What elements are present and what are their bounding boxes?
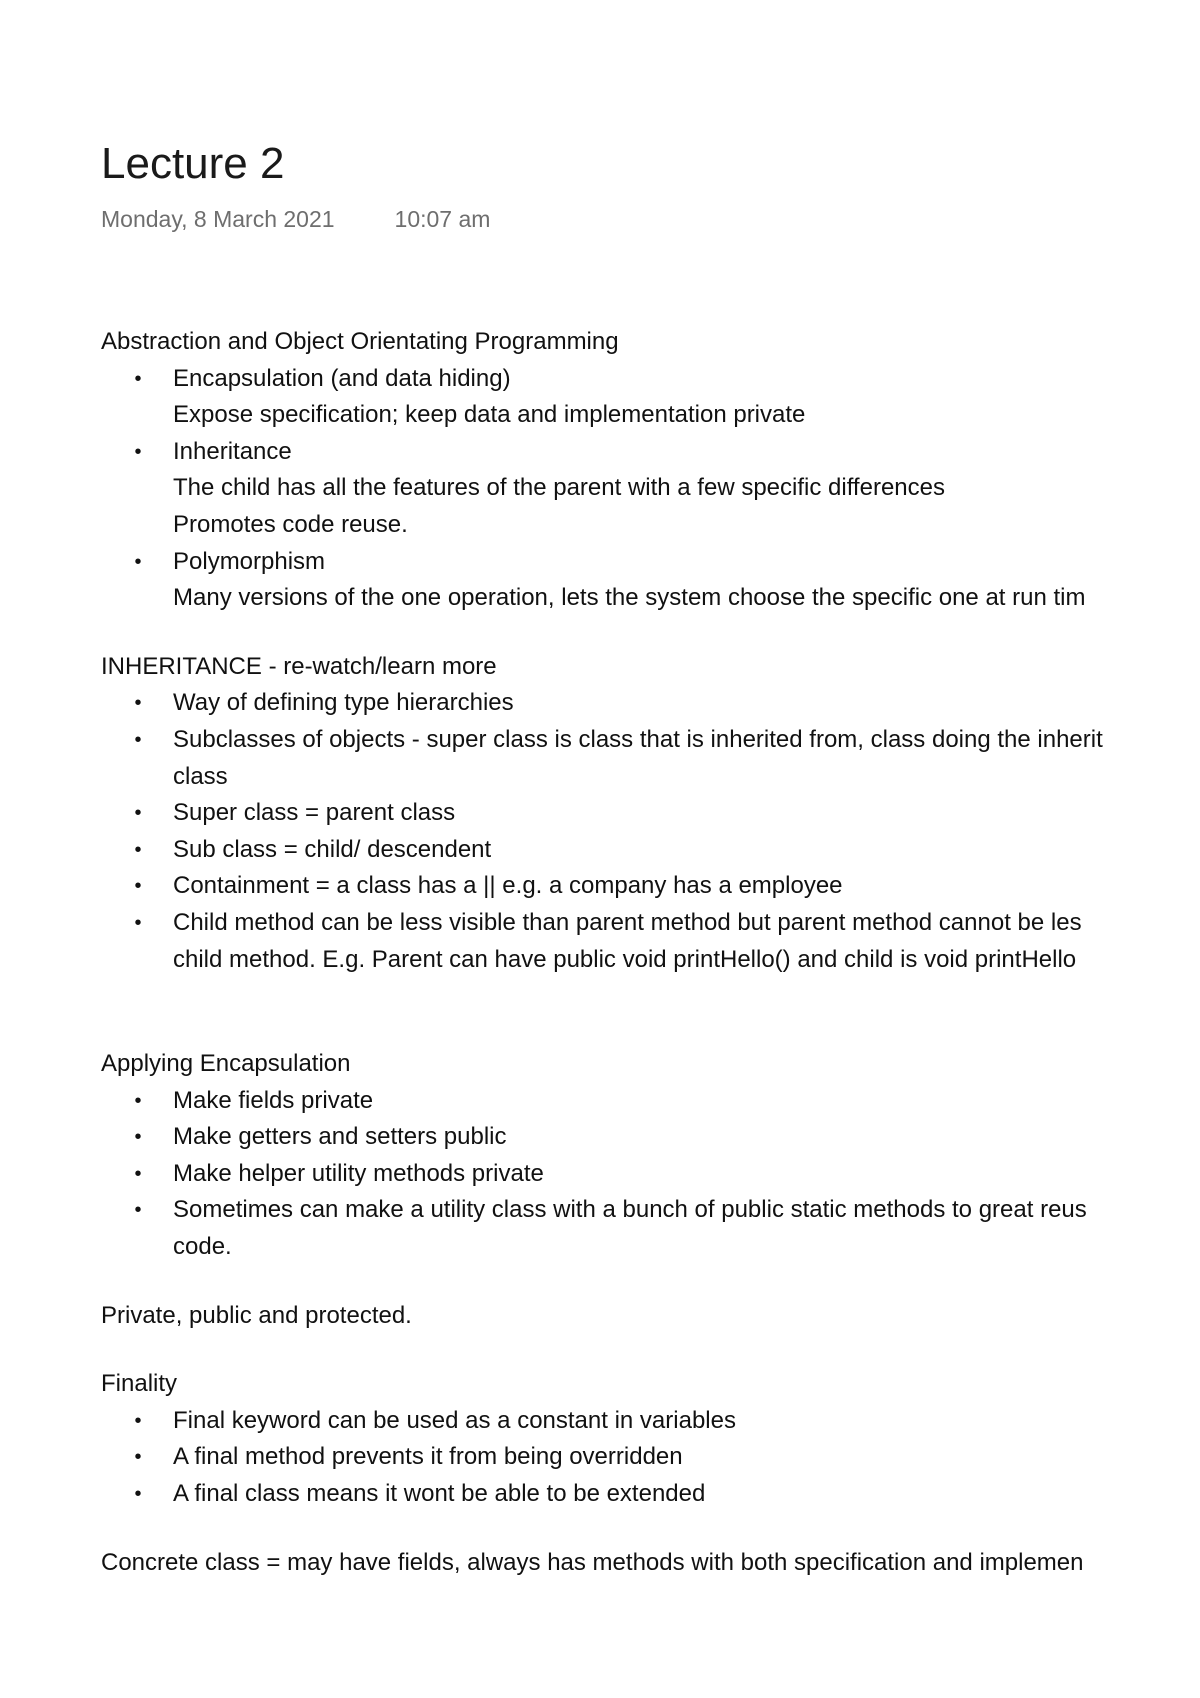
bullet-icon: • (134, 1446, 142, 1469)
page-title: Lecture 2 (101, 139, 285, 188)
list-item: • Subclasses of objects - super class is class that is inherited from, class doing the inherit (101, 722, 1200, 759)
bullet-icon: • (134, 911, 142, 934)
bullet-icon: • (134, 728, 142, 751)
access-modifiers-text: Private, public and protected. (101, 1301, 412, 1329)
concrete-class-text: Concrete class = may have fields, always has methods with both specification and implemen (101, 1548, 1084, 1576)
bullet-icon: • (134, 1126, 142, 1149)
list-item-detail: Promotes code reuse. (173, 510, 408, 538)
note-content (101, 324, 1200, 1581)
bullet-icon: • (134, 838, 142, 861)
list-item: • A final class means it wont be able to be extended (101, 1476, 1200, 1513)
bullet-icon: • (134, 1483, 142, 1506)
bullet-icon: • (134, 692, 142, 715)
page-meta (101, 204, 490, 234)
list-item: • Make helper utility methods private (101, 1156, 1200, 1193)
list-item-continuation: class (173, 762, 228, 790)
list-item-continuation: child method. E.g. Parent can have public void printHello() and child is void printHello (173, 945, 1077, 973)
section-heading-encapsulation: Applying Encapsulation (101, 1050, 351, 1078)
section-heading-inheritance: INHERITANCE - re-watch/learn more (101, 652, 497, 680)
section-heading-finality: Finality (101, 1370, 178, 1398)
section-heading-oop: Abstraction and Object Orientating Programming (101, 328, 619, 355)
bullet-icon: • (134, 1409, 142, 1432)
list-item: • Final keyword can be used as a constant in variables (101, 1403, 1200, 1440)
list-item: • Child method can be less visible than parent method but parent method cannot be les (101, 905, 1200, 942)
bullet-icon: • (134, 1162, 142, 1185)
bullet-icon: • (134, 367, 142, 390)
list-item: • Sometimes can make a utility class with a bunch of public static methods to great reus (101, 1192, 1200, 1229)
bullet-icon: • (134, 1199, 142, 1222)
page-time: 10:07 am (394, 206, 491, 232)
list-item: • Polymorphism (101, 544, 1200, 581)
page-date: Monday, 8 March 2021 (101, 206, 335, 232)
bullet-icon: • (134, 550, 142, 573)
list-item: • Inheritance (101, 434, 1200, 471)
bullet-icon: • (134, 802, 142, 825)
list-item: • Sub class = child/ descendent (101, 832, 1200, 869)
list-item-detail: The child has all the features of the parent with a few specific differences (173, 474, 945, 502)
list-item-continuation: code. (173, 1233, 232, 1261)
list-item: • Containment = a class has a || e.g. a company has a employee (101, 868, 1200, 905)
bullet-icon: • (134, 1089, 142, 1112)
bullet-icon: • (134, 440, 142, 463)
list-item: • Way of defining type hierarchies (101, 685, 1200, 722)
list-item-detail: Many versions of the one operation, lets the system choose the specific one at run tim (173, 584, 1086, 612)
bullet-icon: • (134, 875, 142, 898)
list-item: • Make fields private (101, 1083, 1200, 1120)
list-item-detail: Expose specification; keep data and implementation private (173, 401, 806, 429)
list-item: • A final method prevents it from being overridden (101, 1439, 1200, 1476)
list-item: • Super class = parent class (101, 795, 1200, 832)
list-item: • Encapsulation (and data hiding) (101, 361, 1200, 398)
list-item: • Make getters and setters public (101, 1119, 1200, 1156)
